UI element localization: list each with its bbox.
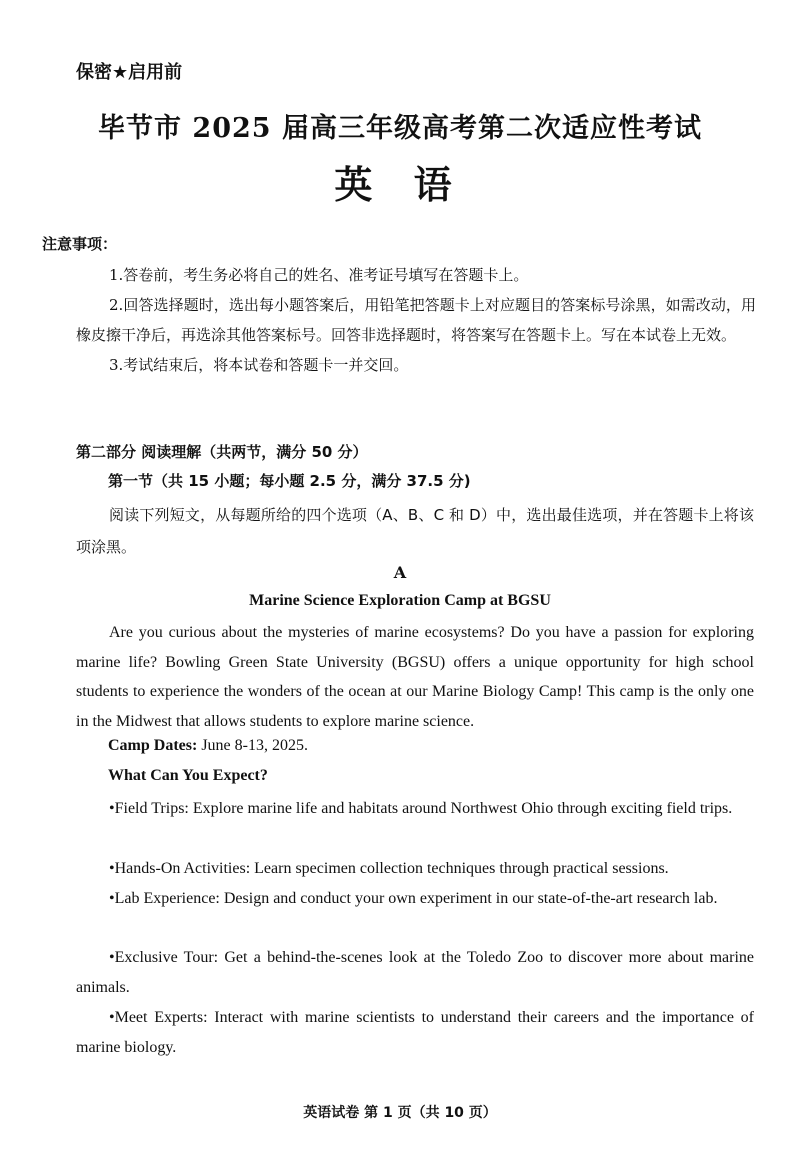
bullet-lab: •Lab Experience: Design and conduct your own experiment in our state-of-the-art research lab. [109, 890, 718, 907]
page-footer: 英语试卷 第 1 页（共 10 页） [303, 1105, 497, 1121]
bullet-field-trips: •Field Trips: Explore marine life and habitats around Northwest Ohio through exciting field trips. [109, 800, 733, 817]
confidential-label: 保密★启用前 [76, 62, 183, 83]
camp-dates-label: Camp Dates: [108, 737, 198, 754]
subject-title: 英 语 [334, 162, 466, 207]
bullet-hands-on: •Hands-On Activities: Learn specimen collection techniques through practical sessions. [109, 860, 669, 877]
camp-dates-value: June 8-13, 2025. [197, 737, 308, 754]
camp-dates [108, 737, 308, 755]
bullet-tour: •Exclusive Tour: Get a behind-the-scenes look at the Toledo Zoo to discover more about marine animals. [76, 949, 754, 996]
exam-title: 毕节市 2025 届高三年级高考第二次适应性考试 [98, 113, 702, 144]
passage-title: Marine Science Exploration Camp at BGSU [249, 592, 551, 609]
reading-instruction: 阅读下列短文，从每题所给的四个选项（A、B、C 和 D）中，选出最佳选项，并在答题卡上将该项涂黑。 [76, 506, 754, 556]
notice-item-2: 2.回答选择题时，选出每小题答案后，用铅笔把答题卡上对应题目的答案标号涂黑，如需改动，用橡皮擦干净后，再选涂其他答案标号。回答非选择题时，将答案写在答题卡上。写在本试卷上无效。 [76, 296, 756, 344]
part-title: 第二部分 阅读理解（共两节，满分 50 分） [76, 443, 368, 461]
notice-item-1: 1.答卷前，考生务必将自己的姓名、准考证号填写在答题卡上。 [109, 266, 529, 284]
notice-heading: 注意事项： [42, 235, 118, 253]
bullet-experts: •Meet Experts: Interact with marine scientists to understand their careers and the importance of marine biology. [76, 1009, 754, 1056]
passage-letter: A [393, 563, 407, 582]
section-title: 第一节（共 15 小题；每小题 2.5 分，满分 37.5 分) [108, 472, 471, 490]
notice-item-3: 3.考试结束后，将本试卷和答题卡一并交回。 [109, 356, 409, 374]
passage-intro: Are you curious about the mysteries of marine ecosystems? Do you have a passion for exploring marine life? Bowling Green State University (BGSU) offers a unique opportunity for high school students to experience the wonders of the ocean at our Marine Biology Camp! This camp is the only one in the Midwest that allows students to explore marine science. [76, 624, 754, 731]
expect-heading: What Can You Expect? [108, 767, 268, 784]
notice-list [76, 260, 756, 380]
